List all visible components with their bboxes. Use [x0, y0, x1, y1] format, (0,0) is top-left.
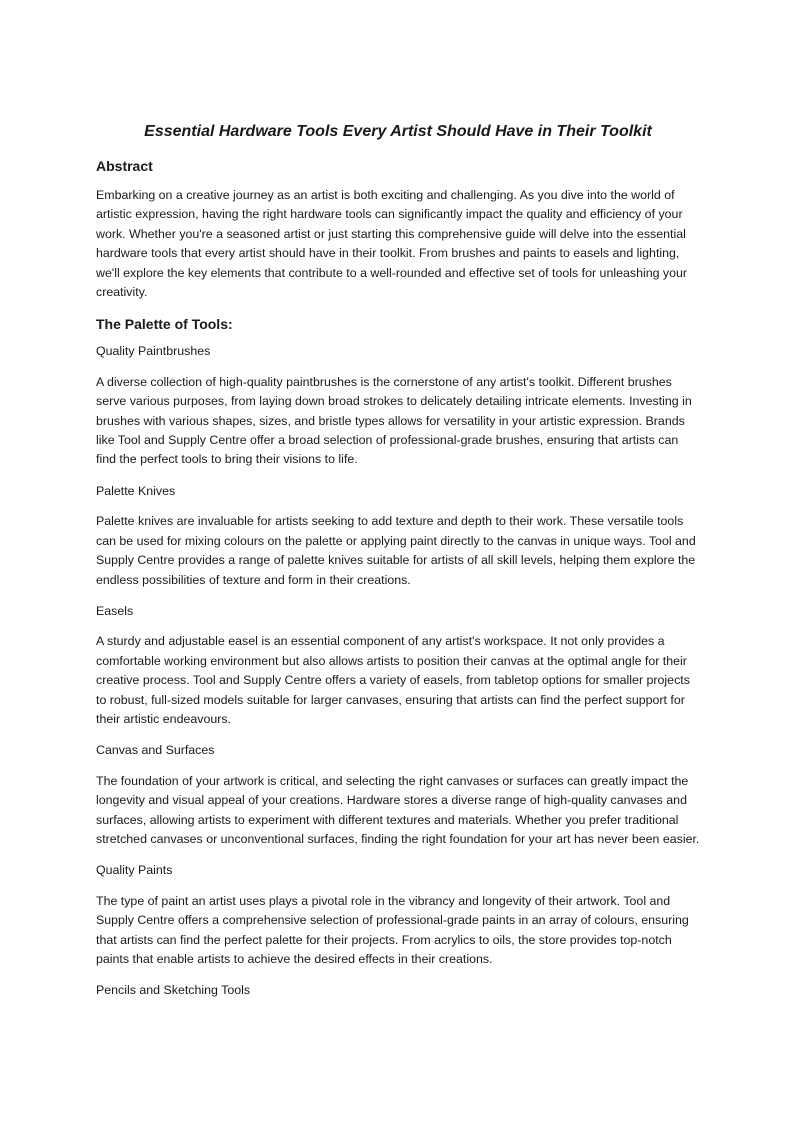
subheading-easels: Easels: [96, 603, 134, 618]
subheading-paints: Quality Paints: [96, 863, 173, 878]
section-paints: [96, 861, 700, 969]
subheading-paintbrushes: Quality Paintbrushes: [96, 344, 211, 359]
text-paintbrushes: A diverse collection of high-quality paintbrushes is the cornerstone of any artist's toolkit. Different brushes serve various purposes, from laying down broad strokes to delicately detailing intricate elements. Investing in brushes with various shapes, sizes, and bristle types allows for versatility in your artistic expression. Brands like Tool and Supply Centre offer a broad selection of professional-grade brushes, ensuring that artists can find the perfect tools to bring their visions to life.: [96, 374, 692, 467]
subheading-pencils: Pencils and Sketching Tools: [96, 983, 251, 998]
section-easels: [96, 602, 700, 729]
text-canvas: The foundation of your artwork is critical, and selecting the right canvases or surfaces can greatly impact the longevity and visual appeal of your creations. Hardware stores a diverse range of high-quality canvases and surfaces, allowing artists to experiment with different textures and materials. Whether you prefer traditional stretched canvases or unconventional surfaces, finding the right foundation for your art has never been easier.: [96, 773, 700, 846]
text-paints: The type of paint an artist uses plays a pivotal role in the vibrancy and longevity of their artwork. Tool and Supply Centre offers a comprehensive selection of professional-grade paints in an array of colours, ensuring that artists can find the perfect palette for their projects. From acrylics to oils, the store provides top-notch paints that enable artists to achieve the desired effects in their creations.: [96, 893, 689, 966]
document-page: [96, 120, 700, 1012]
subheading-palette-knives: Palette Knives: [96, 483, 176, 498]
text-palette-knives: Palette knives are invaluable for artists seeking to add texture and depth to their work. These versatile tools can be used for mixing colours on the palette or applying paint directly to the canvas in unique ways. Tool and Supply Centre provides a range of palette knives suitable for artists of all skill levels, helping them explore the endless possibilities of texture and form in their creations.: [96, 514, 696, 587]
document-title: Essential Hardware Tools Every Artist Should Have in Their Toolkit: [144, 123, 652, 140]
section-paintbrushes: [96, 342, 700, 469]
text-easels: A sturdy and adjustable easel is an essential component of any artist's workspace. It not only provides a comfortable working environment but also allows artists to position their canvas at the optimal angle for their creative process. Tool and Supply Centre offers a variety of easels, from tabletop options for smaller projects to robust, full-sized models suitable for larger canvases, ensuring that artists can find the perfect support for their artistic endeavours.: [96, 634, 690, 726]
section-palette-knives: [96, 482, 700, 590]
subheading-canvas: Canvas and Surfaces: [96, 743, 215, 758]
abstract-text: Embarking on a creative journey as an artist is both exciting and challenging. As you dive into the world of artistic expression, having the right hardware tools can significantly impact the quality and efficiency of your work. Whether you're a seasoned artist or just starting this comprehensive guide will delve into the essential hardware tools that every artist should have in their toolkit. From brushes and paints to easels and lighting, we'll explore the key elements that contribute to a well-rounded and effective set of tools for unleashing your creativity.: [96, 188, 688, 300]
abstract-heading: Abstract: [96, 158, 153, 174]
section-heading: The Palette of Tools:: [96, 316, 233, 333]
section-pencils: [96, 981, 700, 1000]
section-canvas: [96, 741, 700, 849]
